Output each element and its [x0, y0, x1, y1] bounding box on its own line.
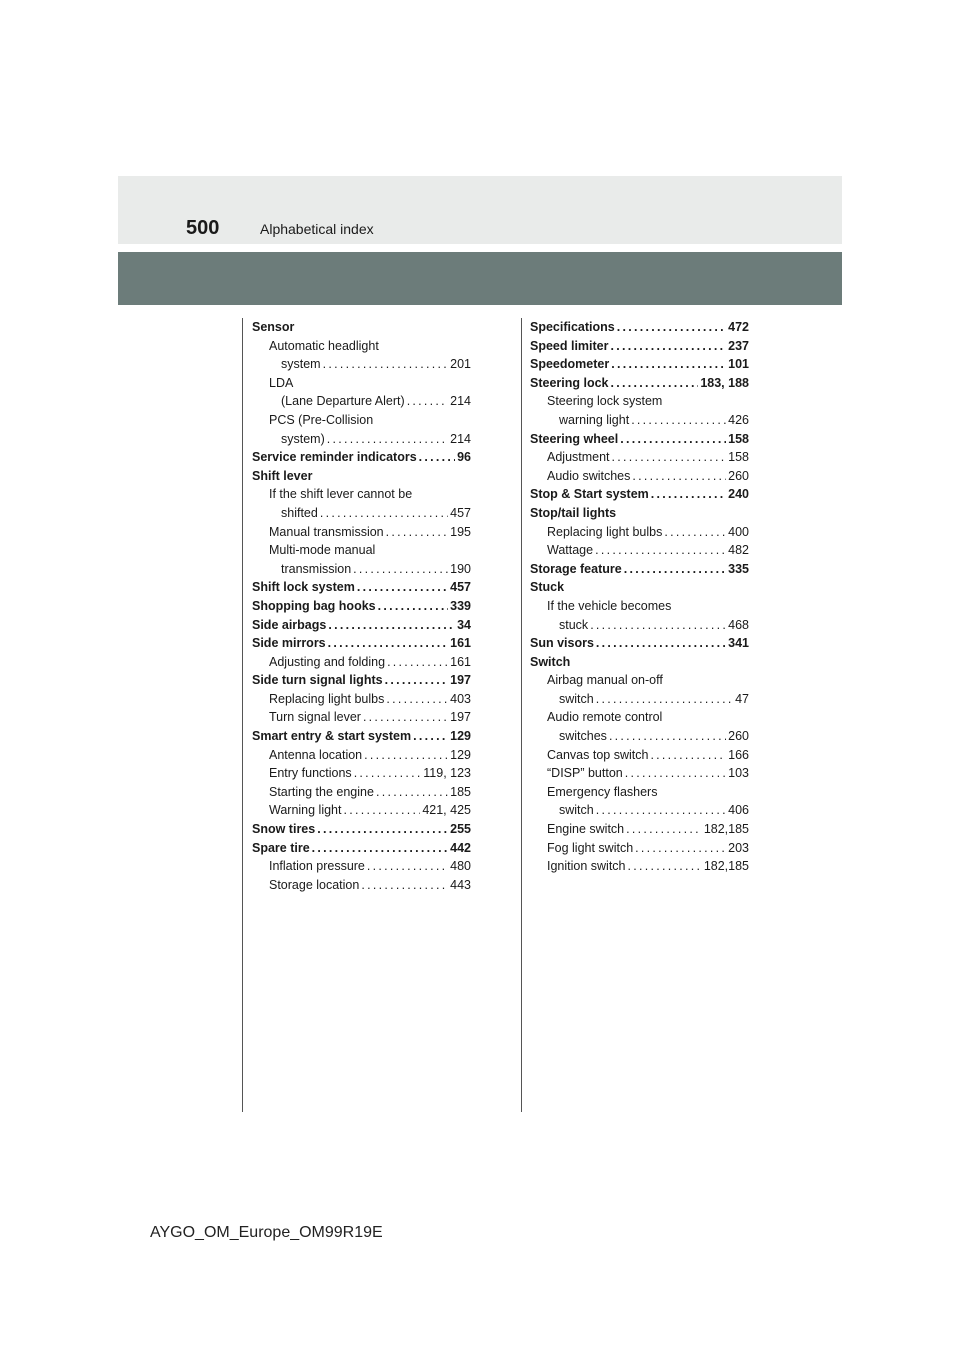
index-line — [252, 467, 471, 486]
page-reference[interactable]: 260 — [728, 468, 749, 483]
page-reference[interactable]: 182,185 — [703, 822, 749, 837]
index-line — [530, 653, 749, 672]
page-reference[interactable]: 103 — [728, 766, 749, 781]
index-term: Entry functions — [269, 766, 352, 781]
page-reference[interactable]: 335 — [728, 561, 749, 576]
index-entry — [252, 839, 471, 858]
index-line — [530, 318, 749, 337]
dot-leader — [363, 708, 448, 727]
dot-leader — [312, 839, 448, 858]
index-line — [530, 485, 749, 504]
document-id: AYGO_OM_Europe_OM99R19E — [150, 1224, 383, 1241]
index-term: Replacing light bulbs — [547, 524, 663, 539]
index-entry — [530, 504, 749, 523]
dot-leader — [344, 801, 421, 820]
index-term: Switch — [530, 654, 571, 669]
page-reference[interactable]: 214 — [450, 394, 471, 409]
dot-leader — [609, 727, 726, 746]
page-reference[interactable]: 457 — [450, 580, 471, 595]
index-entry — [530, 485, 749, 504]
index-term: Audio switches — [547, 468, 631, 483]
index-line — [530, 690, 749, 709]
page-reference[interactable]: 203 — [728, 840, 749, 855]
index-line — [252, 634, 471, 653]
index-line — [252, 504, 471, 523]
page-number: 500 — [186, 217, 220, 239]
dot-leader — [596, 690, 733, 709]
column-divider-right — [521, 318, 522, 1112]
index-term: Inflation pressure — [269, 859, 365, 874]
index-entry — [530, 374, 749, 393]
dot-leader — [612, 448, 727, 467]
dot-leader — [328, 616, 455, 635]
index-line — [530, 764, 749, 783]
index-line — [252, 801, 471, 820]
index-line — [530, 671, 749, 690]
index-subentry — [530, 523, 749, 542]
index-term: Replacing light bulbs — [269, 691, 385, 706]
index-term: Stop/tail lights — [530, 505, 617, 520]
dot-leader — [650, 746, 726, 765]
index-entry — [530, 560, 749, 579]
index-entry — [252, 467, 471, 486]
dot-leader — [407, 392, 448, 411]
page-reference[interactable]: 237 — [728, 338, 749, 353]
dot-leader — [628, 857, 702, 876]
page-reference[interactable]: 341 — [728, 636, 749, 651]
page-reference[interactable]: 255 — [450, 822, 471, 837]
index-subentry — [530, 820, 749, 839]
index-line — [252, 708, 471, 727]
index-term: Spare tire — [252, 840, 310, 855]
index-subentry — [530, 671, 749, 708]
index-term: Turn signal lever — [269, 710, 361, 725]
column-divider-left — [242, 318, 243, 1112]
index-term: Airbag manual on-off — [547, 673, 663, 688]
index-term: Starting the engine — [269, 784, 374, 799]
index-subentry — [530, 708, 749, 745]
index-term: Steering wheel — [530, 431, 619, 446]
index-term: Shift lock system — [252, 580, 355, 595]
dot-leader — [596, 634, 726, 653]
page-reference[interactable]: 457 — [450, 505, 471, 520]
page-reference[interactable]: 201 — [450, 357, 471, 372]
index-line — [530, 355, 749, 374]
index-line — [252, 746, 471, 765]
index-line — [530, 541, 749, 560]
index-line — [530, 616, 749, 635]
index-term: PCS (Pre-Collision — [269, 412, 374, 427]
index-term: Sun visors — [530, 636, 594, 651]
index-line — [530, 783, 749, 802]
index-term: Automatic headlight — [269, 338, 379, 353]
index-line — [252, 727, 471, 746]
index-subentry — [530, 746, 749, 765]
index-line — [530, 411, 749, 430]
index-line — [252, 653, 471, 672]
index-term: Shift lever — [252, 468, 313, 483]
page-reference[interactable]: 129 — [450, 747, 471, 762]
index-line — [530, 560, 749, 579]
dot-leader — [376, 783, 448, 802]
section-title: Alphabetical index — [260, 221, 374, 237]
index-subentry — [252, 783, 471, 802]
index-line — [530, 746, 749, 765]
dot-leader — [387, 653, 448, 672]
index-term: Canvas top switch — [547, 747, 649, 762]
page-reference[interactable]: 182,185 — [703, 859, 749, 874]
index-term: Engine switch — [547, 822, 625, 837]
dot-leader — [357, 578, 448, 597]
index-line — [530, 578, 749, 597]
index-term: If the vehicle becomes — [547, 598, 672, 613]
dot-leader — [626, 820, 702, 839]
index-subentry — [252, 764, 471, 783]
index-entry — [252, 448, 471, 467]
index-line — [252, 783, 471, 802]
index-term: stuck — [559, 617, 589, 632]
index-term: Emergency flashers — [547, 784, 658, 799]
index-line — [530, 467, 749, 486]
page-reference[interactable]: 47 — [735, 691, 749, 706]
index-line — [530, 857, 749, 876]
index-subentry — [530, 783, 749, 820]
dot-leader — [651, 485, 726, 504]
index-line — [252, 374, 471, 393]
index-term: (Lane Departure Alert) — [281, 394, 405, 409]
page-reference[interactable]: 442 — [450, 840, 471, 855]
index-line — [252, 430, 471, 449]
index-line — [252, 355, 471, 374]
index-line — [252, 839, 471, 858]
index-line — [530, 634, 749, 653]
index-entry — [252, 634, 471, 653]
index-subentry — [530, 392, 749, 429]
index-term: Storage location — [269, 877, 360, 892]
header-band — [118, 176, 842, 244]
page-reference[interactable]: 403 — [450, 691, 471, 706]
page-reference[interactable]: 183, 188 — [700, 375, 749, 390]
page-reference[interactable]: 190 — [450, 561, 471, 576]
dot-leader — [595, 541, 726, 560]
index-subentry — [530, 839, 749, 858]
index-entry — [252, 597, 471, 616]
index-subentry — [252, 374, 471, 411]
page-reference[interactable]: 161 — [450, 636, 471, 651]
dot-leader — [596, 801, 726, 820]
index-entry — [252, 671, 471, 690]
index-line — [252, 820, 471, 839]
index-term: Service reminder indicators — [252, 450, 417, 465]
index-term: Speedometer — [530, 357, 610, 372]
index-term: Multi-mode manual — [269, 543, 376, 558]
index-subentry — [252, 485, 471, 522]
index-term: Warning light — [269, 803, 342, 818]
index-term: LDA — [269, 375, 294, 390]
index-term: system — [281, 357, 321, 372]
index-subentry — [530, 448, 749, 467]
index-term: Shopping bag hooks — [252, 598, 376, 613]
index-term: switch — [559, 691, 594, 706]
index-line — [252, 337, 471, 356]
index-line — [252, 392, 471, 411]
index-term: Manual transmission — [269, 524, 384, 539]
index-subentry — [252, 690, 471, 709]
index-subentry — [252, 337, 471, 374]
index-term: Fog light switch — [547, 840, 634, 855]
page-reference[interactable]: 195 — [450, 524, 471, 539]
index-line — [252, 671, 471, 690]
index-entry — [252, 820, 471, 839]
index-subentry — [252, 801, 471, 820]
page-reference[interactable]: 129 — [450, 729, 471, 744]
index-line — [530, 430, 749, 449]
index-term: Smart entry & start system — [252, 729, 412, 744]
index-term: Stuck — [530, 580, 565, 595]
page-reference[interactable]: 119, 123 — [423, 766, 471, 781]
index-subentry — [530, 764, 749, 783]
page-reference[interactable]: 482 — [728, 543, 749, 558]
index-entry — [530, 634, 749, 653]
index-term: Side turn signal lights — [252, 673, 383, 688]
index-line — [252, 578, 471, 597]
index-term: transmission — [281, 561, 352, 576]
index-term: Side mirrors — [252, 636, 326, 651]
dot-leader — [328, 634, 449, 653]
index-subentry — [252, 746, 471, 765]
dot-leader — [624, 560, 726, 579]
index-line — [252, 616, 471, 635]
dot-leader — [611, 374, 699, 393]
index-subentry — [252, 857, 471, 876]
page-reference[interactable]: 34 — [457, 617, 471, 632]
dot-leader — [664, 523, 726, 542]
index-term: Sensor — [252, 320, 295, 334]
index-column-right — [530, 318, 749, 876]
index-term: Audio remote control — [547, 710, 663, 725]
page-reference[interactable]: 214 — [450, 431, 471, 446]
index-line — [530, 392, 749, 411]
dot-leader — [620, 430, 726, 449]
dot-leader — [364, 746, 448, 765]
dot-leader — [386, 523, 449, 542]
index-entry — [530, 430, 749, 449]
index-subentry — [252, 708, 471, 727]
index-term: If the shift lever cannot be — [269, 487, 413, 502]
page-reference[interactable]: 468 — [728, 617, 749, 632]
header-accent-band — [118, 252, 842, 305]
page-reference[interactable]: 197 — [450, 710, 471, 725]
dot-leader — [353, 560, 448, 579]
index-term: Storage feature — [530, 561, 622, 576]
dot-leader — [617, 318, 726, 337]
index-line — [530, 597, 749, 616]
index-entry — [252, 616, 471, 635]
index-line — [252, 690, 471, 709]
index-entry — [252, 318, 471, 337]
dot-leader — [367, 857, 448, 876]
index-term: Side airbags — [252, 617, 327, 632]
index-term: “DISP” button — [547, 766, 623, 781]
page-reference[interactable]: 480 — [450, 859, 471, 874]
dot-leader — [386, 690, 448, 709]
page-reference[interactable]: 185 — [450, 784, 471, 799]
index-line — [530, 801, 749, 820]
dot-leader — [320, 504, 448, 523]
index-entry — [530, 355, 749, 374]
index-line — [252, 485, 471, 504]
index-line — [530, 839, 749, 858]
index-line — [252, 560, 471, 579]
index-term: Stop & Start system — [530, 487, 649, 502]
index-line — [530, 504, 749, 523]
dot-leader — [385, 671, 449, 690]
index-term: warning light — [559, 412, 630, 427]
index-term: Steering lock system — [547, 394, 663, 409]
dot-leader — [611, 355, 726, 374]
page-reference[interactable]: 158 — [728, 431, 749, 446]
index-term: Speed limiter — [530, 338, 609, 353]
dot-leader — [378, 597, 449, 616]
dot-leader — [590, 616, 726, 635]
dot-leader — [323, 355, 449, 374]
index-line — [530, 448, 749, 467]
index-term: Steering lock — [530, 375, 609, 390]
index-term: shifted — [281, 505, 318, 520]
index-line — [252, 448, 471, 467]
dot-leader — [413, 727, 448, 746]
index-subentry — [530, 541, 749, 560]
index-subentry — [252, 523, 471, 542]
dot-leader — [327, 430, 448, 449]
index-entry — [530, 653, 749, 672]
page-reference[interactable]: 400 — [728, 524, 749, 539]
index-entry — [252, 727, 471, 746]
index-term: system) — [281, 431, 325, 446]
index-subentry — [530, 597, 749, 634]
index-term: Adjustment — [547, 450, 610, 465]
index-term: Adjusting and folding — [269, 654, 386, 669]
page-reference[interactable]: 240 — [728, 487, 749, 502]
page-reference[interactable]: 426 — [728, 412, 749, 427]
index-term: Wattage — [547, 543, 594, 558]
dot-leader — [317, 820, 448, 839]
index-line — [530, 727, 749, 746]
index-line — [252, 764, 471, 783]
dot-leader — [635, 839, 726, 858]
dot-leader — [419, 448, 455, 467]
index-term: switch — [559, 803, 594, 818]
index-line — [252, 597, 471, 616]
index-line — [252, 857, 471, 876]
index-subentry — [252, 876, 471, 895]
index-column-left — [252, 318, 471, 894]
index-subentry — [252, 411, 471, 448]
index-line — [252, 318, 471, 337]
index-term: Specifications — [530, 320, 615, 334]
index-line — [252, 541, 471, 560]
dot-leader — [354, 764, 422, 783]
dot-leader — [611, 337, 727, 356]
dot-leader — [632, 467, 726, 486]
page-reference[interactable]: 406 — [728, 803, 749, 818]
index-subentry — [252, 541, 471, 578]
index-term: Ignition switch — [547, 859, 626, 874]
index-line — [530, 820, 749, 839]
index-entry — [530, 337, 749, 356]
index-term: Snow tires — [252, 822, 316, 837]
index-line — [530, 374, 749, 393]
dot-leader — [631, 411, 726, 430]
dot-leader — [361, 876, 448, 895]
index-line — [530, 523, 749, 542]
page-reference[interactable]: 472 — [728, 320, 749, 334]
page-reference[interactable]: 166 — [728, 747, 749, 762]
index-line — [530, 708, 749, 727]
dot-leader — [625, 764, 726, 783]
index-line — [252, 876, 471, 895]
index-line — [252, 523, 471, 542]
index-subentry — [252, 653, 471, 672]
page-reference[interactable]: 421, 425 — [422, 803, 471, 818]
page-reference[interactable]: 161 — [450, 654, 471, 669]
page-reference[interactable]: 96 — [457, 450, 471, 465]
index-subentry — [530, 467, 749, 486]
index-entry — [252, 578, 471, 597]
index-term: switches — [559, 729, 607, 744]
page-reference[interactable]: 197 — [450, 673, 471, 688]
page-reference[interactable]: 443 — [450, 877, 471, 892]
page-reference[interactable]: 101 — [728, 357, 749, 372]
page-reference[interactable]: 339 — [450, 598, 471, 613]
page-reference[interactable]: 260 — [728, 729, 749, 744]
index-entry — [530, 318, 749, 337]
page-reference[interactable]: 158 — [728, 450, 749, 465]
index-line — [530, 337, 749, 356]
index-line — [252, 411, 471, 430]
index-term: Antenna location — [269, 747, 363, 762]
index-entry — [530, 578, 749, 597]
index-subentry — [530, 857, 749, 876]
